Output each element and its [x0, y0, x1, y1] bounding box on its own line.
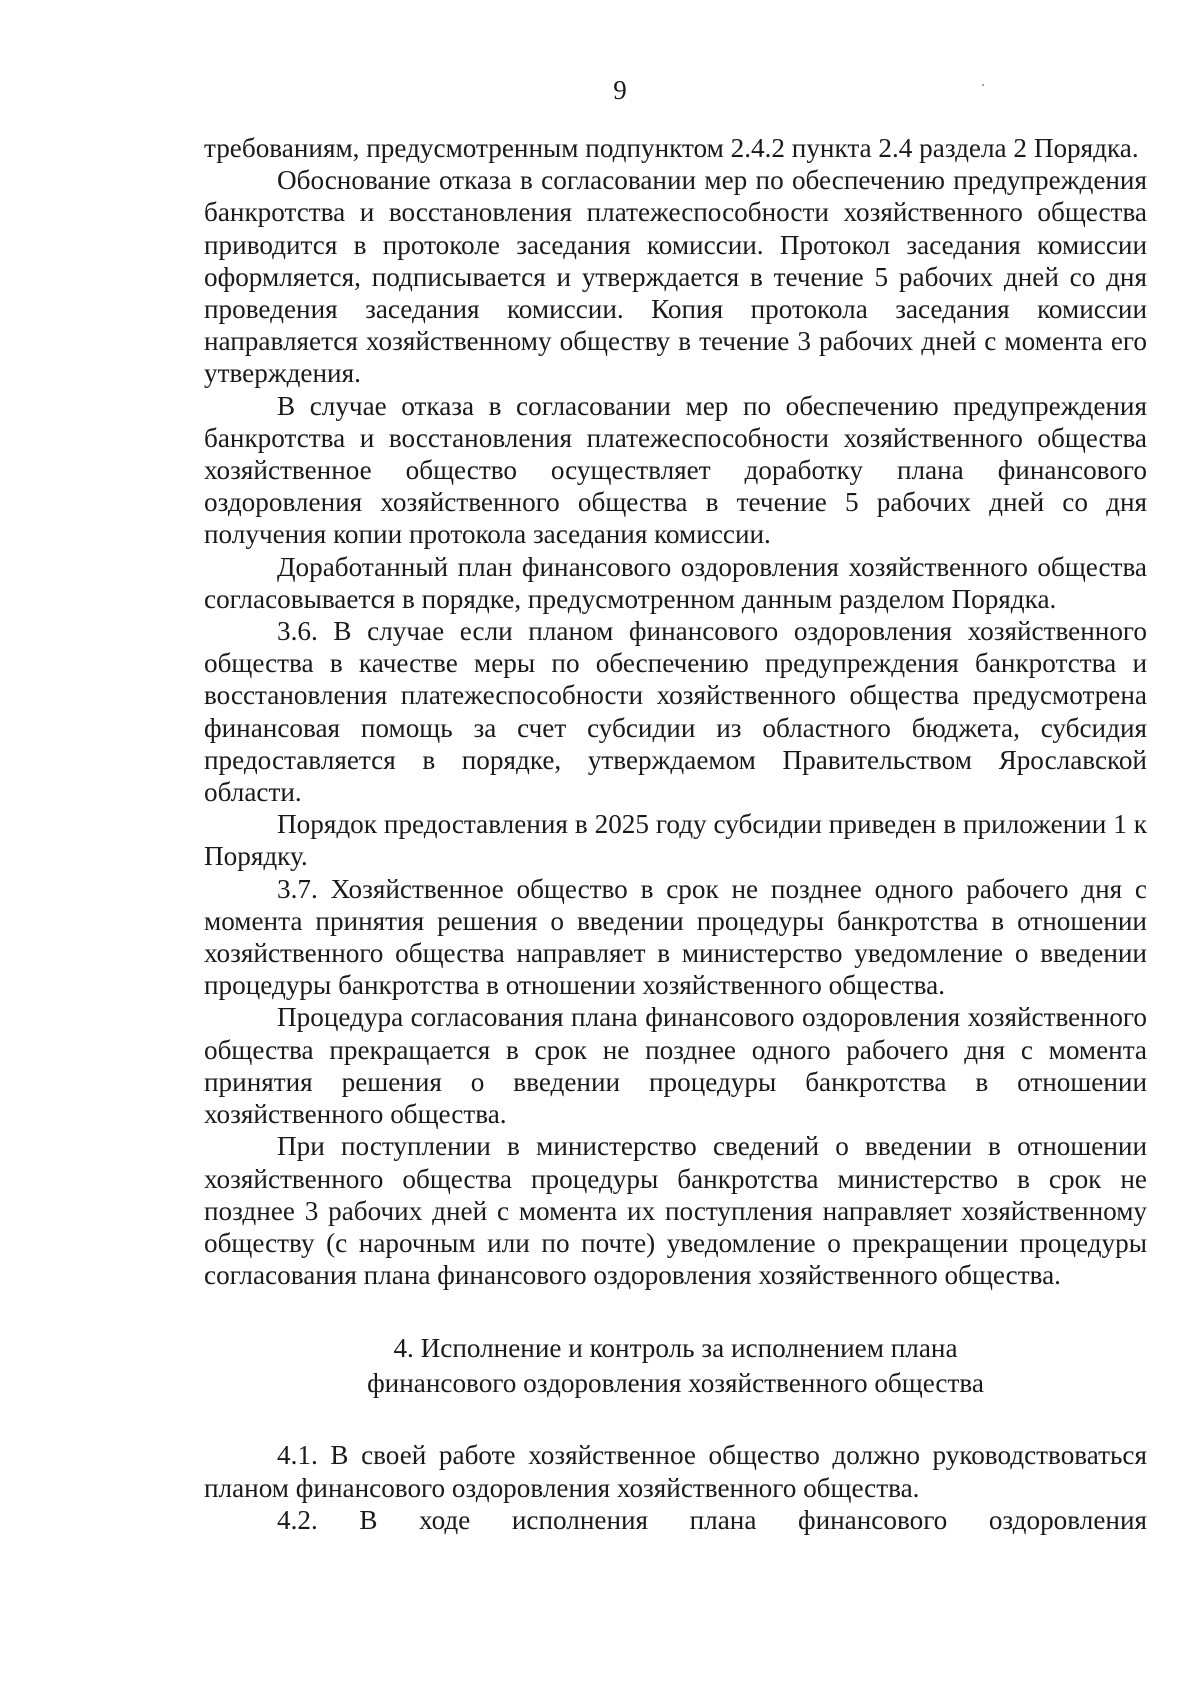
- section-heading: [204, 1331, 1147, 1401]
- paragraph: При поступлении в министерство сведений о введении в отношении хозяйственного общества процедуры банкротства министерство в срок не позднее 3 рабочих дней с момента их поступления направляет хозяйственному обществу (с нарочным или по почте) уведомление о прекращении процедуры согласования плана финансового оздоровления хозяйственного общества.: [204, 1131, 1147, 1291]
- paragraphs-before-heading: [204, 132, 1147, 1291]
- document-body: [204, 132, 1147, 1536]
- section-heading-line-2: финансового оздоровления хозяйственного общества: [367, 1368, 984, 1399]
- paragraph: Доработанный план финансового оздоровления хозяйственного общества согласовывается в порядке, предусмотренном данным разделом Порядка.: [204, 551, 1147, 614]
- paragraph: 4.2. В ходе исполнения плана финансового оздоровления: [277, 1504, 1147, 1535]
- paragraph: Обоснование отказа в согласовании мер по обеспечению предупреждения банкротства и восстановления платежеспособности хозяйственного общества приводится в протоколе заседания комиссии. Протокол заседания комиссии оформляется, подписывается и утверждается в течение 5 рабочих дней со дня проведения заседания комиссии. Копия протокола заседания комиссии направляется хозяйственному обществу в течение 3 рабочих дней с момента его утверждения.: [204, 165, 1147, 389]
- paragraph: Порядок предоставления в 2025 году субсидии приведен в приложении 1 к Порядку.: [204, 809, 1147, 872]
- paragraph: 4.1. В своей работе хозяйственное общество должно руководствоваться планом финансового оздоровления хозяйственного общества.: [204, 1440, 1147, 1503]
- paragraph: В случае отказа в согласовании мер по обеспечению предупреждения банкротства и восстановления платежеспособности хозяйственного общества хозяйственное общество осуществляет доработку плана финансового оздоровления хозяйственного общества в течение 5 рабочих дней со дня получения копии протокола заседания комиссии.: [204, 390, 1147, 550]
- paragraph: требованиям, предусмотренным подпунктом 2.4.2 пункта 2.4 раздела 2 Порядка.: [204, 133, 1139, 163]
- paragraph: 3.6. В случае если планом финансового оздоровления хозяйственного общества в качестве меры по обеспечению предупреждения банкротства и восстановления платежеспособности хозяйственного общества предусмотрена финансовая помощь за счет субсидии из областного бюджета, субсидия предоставляется в порядке, утверждаемом Правительством Ярославской области.: [204, 616, 1147, 808]
- section-heading-line-1: 4. Исполнение и контроль за исполнением плана: [393, 1333, 958, 1364]
- page-number: 9: [613, 75, 627, 105]
- paragraph: Процедура согласования плана финансового оздоровления хозяйственного общества прекращается в срок не позднее одного рабочего дня с момента принятия решения о введении процедуры банкротства в отношении хозяйственного общества.: [204, 1002, 1147, 1130]
- paragraph: 3.7. Хозяйственное общество в срок не позднее одного рабочего дня с момента принятия решения о введении процедуры банкротства в отношении хозяйственного общества направляет в министерство уведомление о введении процедуры банкротства в отношении хозяйственного общества.: [204, 873, 1147, 1001]
- paragraphs-after-heading: [204, 1439, 1147, 1536]
